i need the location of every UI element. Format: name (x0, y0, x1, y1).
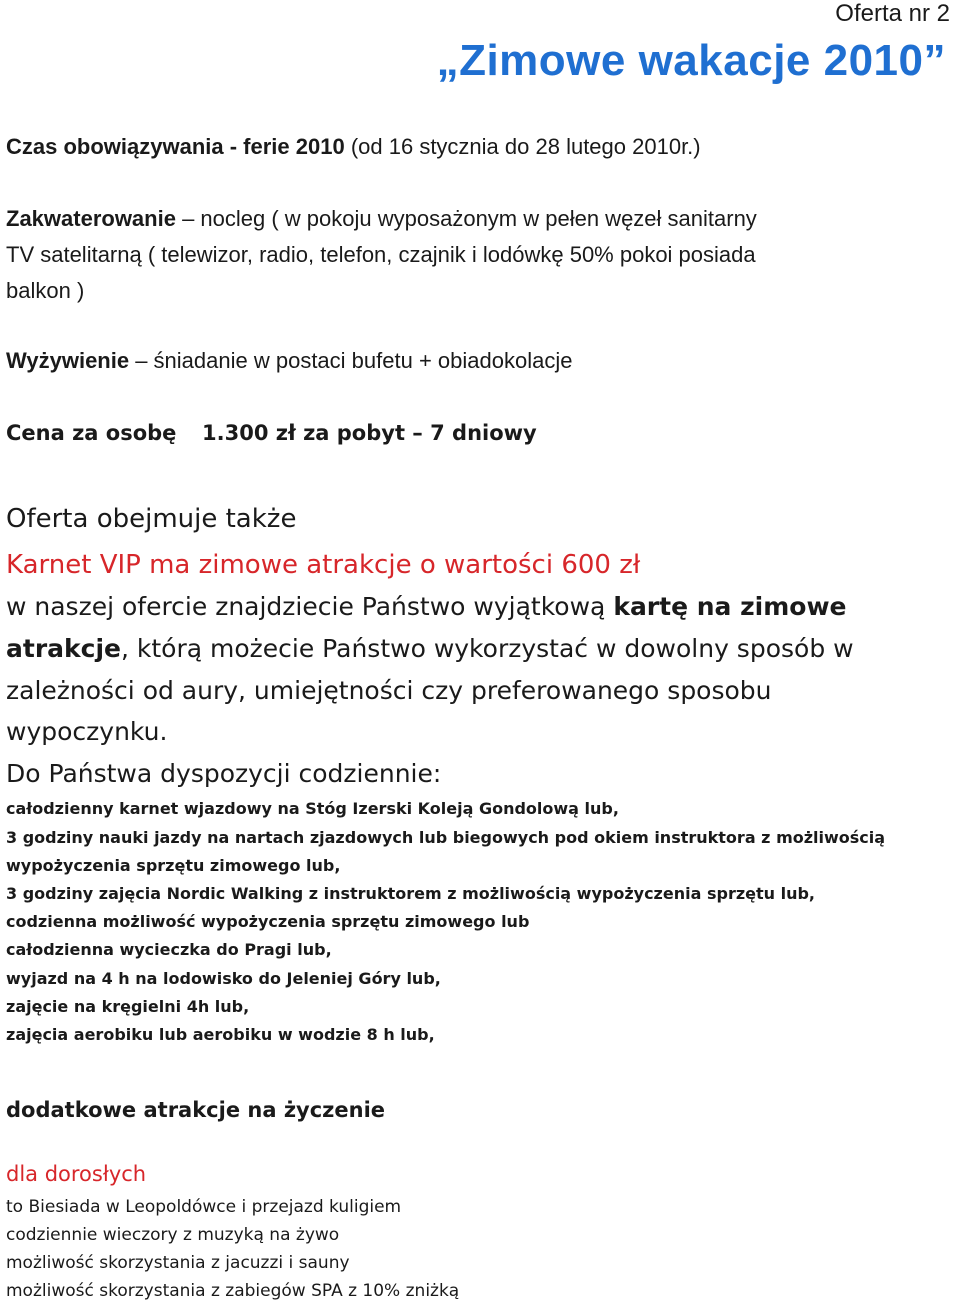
list-item: 3 godziny nauki jazdy na nartach zjazdowych lub biegowych pod okiem instruktora z możliwością (6, 828, 886, 847)
list-item: zajęcia aerobiku lub aerobiku w wodzie 8 h lub, (6, 1025, 435, 1044)
list-item: całodzienna wycieczka do Pragi lub, (6, 940, 332, 959)
price-line (6, 421, 537, 445)
list-item: 3 godziny zajęcia Nordic Walking z instruktorem z możliwością wypożyczenia sprzętu lub, (6, 884, 816, 903)
list-item: możliwość skorzystania z jacuzzi i sauny (6, 1253, 350, 1273)
includes-heading: Oferta obejmuje także (6, 504, 297, 534)
accommodation-line-2: TV satelitarną ( telewizor, radio, telefon, czajnik i lodówkę 50% pokoi posiada (6, 242, 756, 267)
list-item: codziennie wieczory z muzyką na żywo (6, 1225, 340, 1245)
boarding-label: Wyżywienie (6, 348, 130, 373)
vip-description-line-1 (6, 592, 847, 621)
list-item: codzienna możliwość wypożyczenia sprzętu zimowego lub (6, 912, 530, 931)
page-title: „Zimowe wakacje 2010” (436, 36, 946, 85)
accommodation-label: Zakwaterowanie (6, 206, 176, 231)
vip-card-emphasis: kartę na zimowe (613, 592, 847, 621)
list-item: zajęcie na kręgielni 4h lub, (6, 997, 250, 1016)
adults-heading: dla dorosłych (6, 1162, 147, 1186)
vip-pass-heading: Karnet VIP ma zimowe atrakcje o wartości 600 zł (6, 550, 641, 580)
boarding-text: – śniadanie w postaci bufetu + obiadokolacje (129, 348, 573, 373)
vip-desc-text: w naszej ofercie znajdziecie Państwo wyjątkową (6, 592, 614, 621)
accommodation-line-1 (6, 206, 757, 232)
list-item: wypożyczenia sprzętu zimowego lub, (6, 856, 341, 875)
list-item: wyjazd na 4 h na lodowisko do Jeleniej Góry lub, (6, 969, 441, 988)
validity-label: Czas obowiązywania - ferie 2010 (6, 134, 345, 159)
boarding-line (6, 348, 572, 374)
daily-options-heading: Do Państwa dyspozycji codziennie: (6, 759, 442, 788)
validity-dates: (od 16 stycznia do 28 lutego 2010r.) (350, 134, 701, 159)
vip-description-line-2 (6, 634, 854, 663)
vip-card-emphasis-cont: atrakcje (6, 634, 121, 663)
accommodation-line-3: balkon ) (6, 278, 85, 303)
list-item: całodzienny karnet wjazdowy na Stóg Izerski Koleją Gondolową lub, (6, 799, 619, 818)
vip-desc-text: , którą możecie Państwo wykorzystać w dowolny sposób w (121, 634, 854, 663)
price-value: 1.300 zł za pobyt – 7 dniowy (202, 421, 537, 445)
price-label: Cena za osobę (6, 421, 177, 445)
vip-description-line-3: zależności od aury, umiejętności czy preferowanego sposobu (6, 676, 772, 705)
vip-description-line-4: wypoczynku. (6, 717, 168, 746)
validity-line (6, 134, 701, 160)
extra-attractions-heading: dodatkowe atrakcje na życzenie (6, 1098, 386, 1122)
list-item: możliwość skorzystania z zabiegów SPA z 10% zniżką (6, 1281, 460, 1301)
list-item: to Biesiada w Leopoldówce i przejazd kuligiem (6, 1197, 402, 1217)
offer-number: Oferta nr 2 (835, 0, 950, 27)
accommodation-text-1: – nocleg ( w pokoju wyposażonym w pełen węzeł sanitarny (175, 206, 757, 231)
